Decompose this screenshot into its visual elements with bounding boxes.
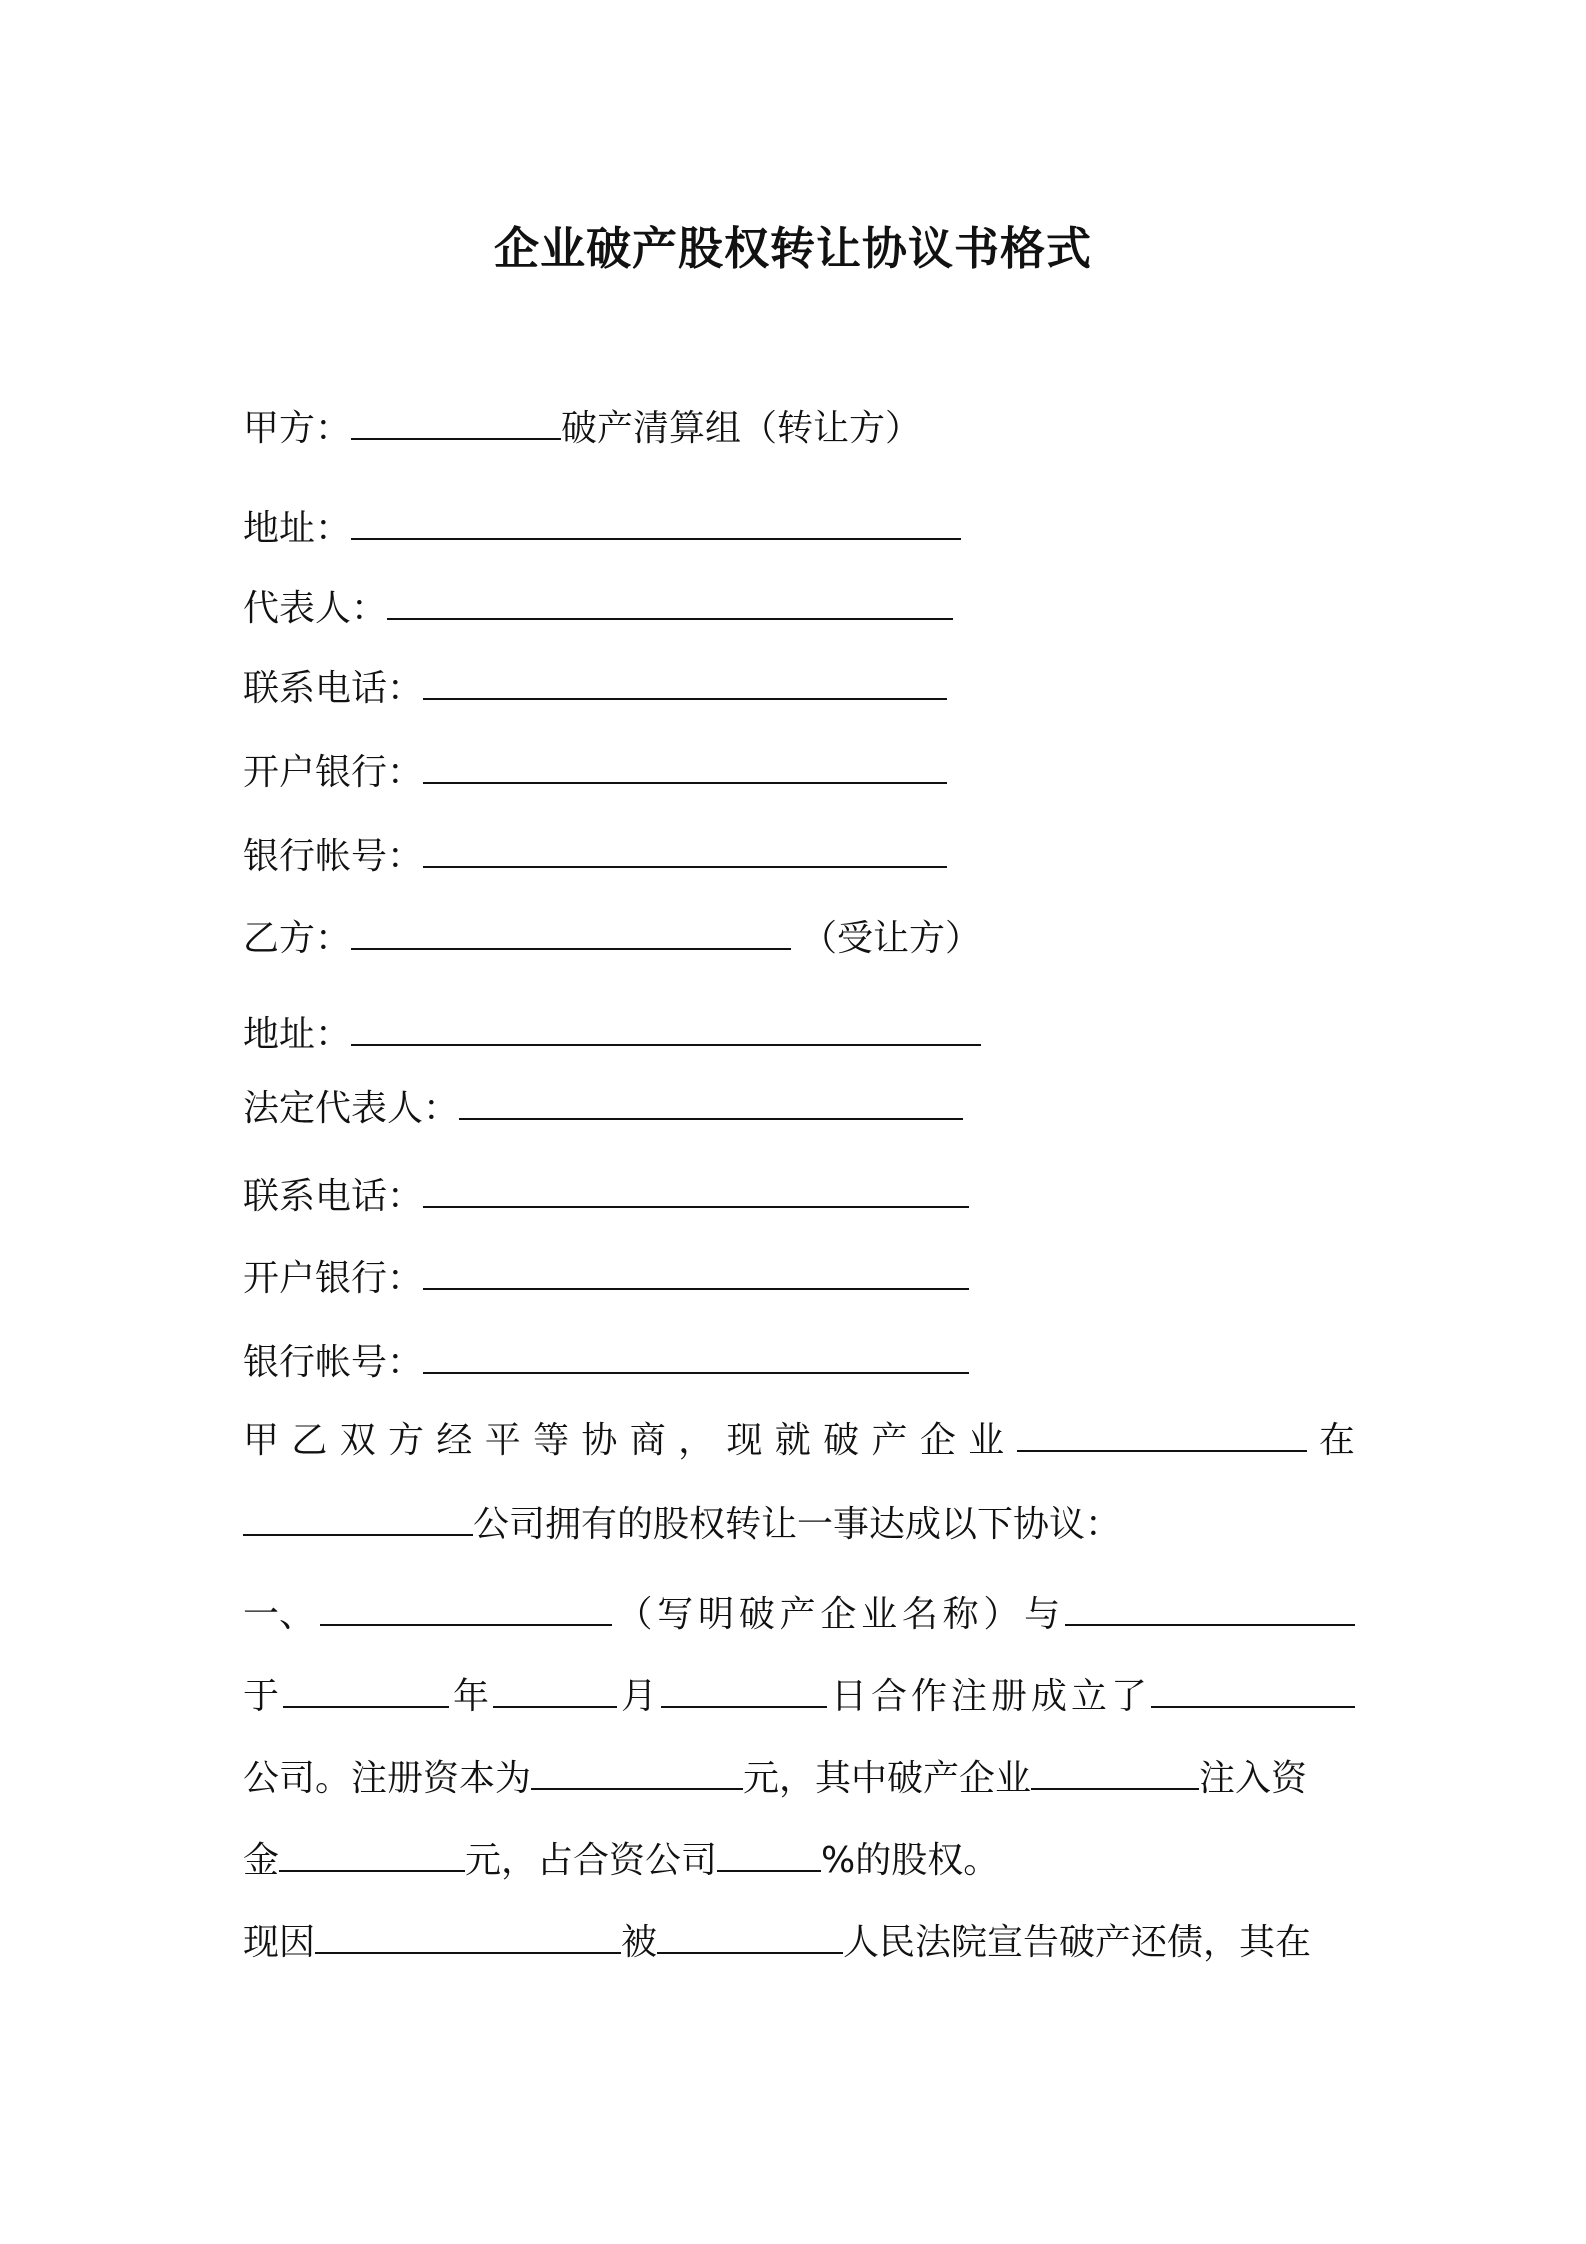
clause1-line-1: [243, 1590, 1355, 1640]
clause1-char: 写: [657, 1594, 694, 1635]
party-a-rep-blank: [387, 584, 953, 620]
clause1-line-2: [243, 1672, 1355, 1722]
share-percent-blank: [717, 1836, 821, 1872]
clause1-text: 现因: [243, 1922, 316, 1963]
clause1-char: 称: [942, 1594, 979, 1635]
party-a-suffix: 破产清算组（转让方）: [561, 408, 922, 449]
intro-char: 方: [388, 1420, 425, 1461]
clause1-text: 注入资: [1199, 1758, 1308, 1799]
jv-company-blank: [1151, 1672, 1355, 1708]
bankrupt-enterprise-blank: [1017, 1416, 1307, 1452]
intro-char: 等: [533, 1420, 570, 1461]
party-b-phone-line: [243, 1172, 969, 1222]
clause1-char: （: [616, 1594, 653, 1635]
clause1-char: 明: [698, 1594, 735, 1635]
clause1-char: 名: [901, 1594, 938, 1635]
party-b-bank-line: [243, 1254, 969, 1304]
enterprise-name-blank: [320, 1590, 612, 1626]
intro-char: 乙: [291, 1420, 328, 1461]
intro-line-2-text: 公司拥有的股权转让一事达成以下协议：: [473, 1504, 1122, 1545]
party-b-rep-label: 法定代表人：: [243, 1088, 460, 1129]
cause-blank: [315, 1918, 621, 1954]
party-b-address-blank: [351, 1010, 981, 1046]
clause1-char: 立: [1070, 1676, 1107, 1717]
clause1-text: 元，占合资公司: [465, 1840, 718, 1881]
intro-char: 业: [968, 1420, 1005, 1461]
party-a-name-blank: [351, 404, 561, 440]
intro-char: 企: [919, 1420, 956, 1461]
court-blank: [657, 1918, 843, 1954]
party-a-address-label: 地址：: [243, 508, 352, 549]
clause1-char: 成: [1030, 1676, 1067, 1717]
party-a-bank-line: [243, 748, 947, 798]
clause1-char: 册: [990, 1676, 1027, 1717]
intro-char: 平: [484, 1420, 521, 1461]
clause1-char: 于: [243, 1676, 280, 1717]
partner-name-blank: [1065, 1590, 1355, 1626]
intro-char: 协: [581, 1420, 618, 1461]
intro-char: 就: [774, 1420, 811, 1461]
capital-injected-blank: [279, 1836, 465, 1872]
clause1-text: 被: [621, 1922, 658, 1963]
clause1-char: 注: [950, 1676, 987, 1717]
party-b-rep-blank: [459, 1084, 963, 1120]
clause1-char: 破: [738, 1594, 775, 1635]
clause1-line-3: [243, 1754, 1307, 1804]
intro-char: 商: [629, 1420, 666, 1461]
year-blank: [283, 1672, 449, 1708]
party-b-bank-label: 开户银行：: [243, 1258, 424, 1299]
intro-char: 产: [871, 1420, 908, 1461]
intro-char: 在: [1318, 1420, 1355, 1461]
clause1-char: 产: [779, 1594, 816, 1635]
intro-line-1: [243, 1416, 1355, 1466]
intro-char: 现: [726, 1420, 763, 1461]
party-a-bank-blank: [423, 748, 947, 784]
enterprise-blank: [1031, 1754, 1199, 1790]
clause1-text: 人民法院宣告破产还债，其在: [843, 1922, 1312, 1963]
party-b-address-line: [243, 1010, 981, 1060]
clause1-char: 年: [452, 1676, 489, 1717]
party-b-phone-label: 联系电话：: [243, 1176, 424, 1217]
party-a-bank-label: 开户银行：: [243, 752, 424, 793]
party-b-label: 乙方：: [243, 918, 352, 959]
party-b-account-blank: [423, 1338, 969, 1374]
month-blank: [493, 1672, 617, 1708]
clause1-prefix: 一、: [243, 1594, 316, 1635]
party-b-line: [243, 914, 981, 964]
clause1-char: 企: [820, 1594, 857, 1635]
document-title: 企业破产股权转让协议书格式: [493, 222, 1092, 275]
party-b-name-blank: [351, 914, 791, 950]
party-b-account-line: [243, 1338, 969, 1388]
day-blank: [661, 1672, 827, 1708]
clause1-text: 公司。注册资本为: [243, 1758, 532, 1799]
party-a-phone-line: [243, 664, 947, 714]
party-a-phone-blank: [423, 664, 947, 700]
clause1-char: 业: [861, 1594, 898, 1635]
clause1-char: ）: [983, 1594, 1020, 1635]
registered-capital-blank: [531, 1754, 743, 1790]
party-a-rep-label: 代表人：: [243, 588, 388, 629]
party-b-suffix: （受让方）: [801, 918, 982, 959]
clause1-text: 元，其中破产企业: [743, 1758, 1032, 1799]
intro-char: 甲: [243, 1420, 280, 1461]
party-a-address-line: [243, 504, 961, 554]
clause1-text: 金: [243, 1840, 280, 1881]
clause1-char: 月: [620, 1676, 657, 1717]
intro-line-2: [243, 1500, 1121, 1550]
clause1-char: 与: [1024, 1594, 1061, 1635]
party-a-phone-label: 联系电话：: [243, 668, 424, 709]
clause1-char: 作: [910, 1676, 947, 1717]
clause1-char: 了: [1110, 1676, 1147, 1717]
party-b-rep-line: [243, 1084, 963, 1134]
party-a-rep-line: [243, 584, 953, 634]
party-a-account-line: [243, 832, 947, 882]
party-b-account-label: 银行帐号：: [243, 1342, 424, 1383]
party-a-account-label: 银行帐号：: [243, 836, 424, 877]
party-b-address-label: 地址：: [243, 1014, 352, 1055]
clause1-char: 日: [830, 1676, 867, 1717]
party-a-label: 甲方：: [243, 408, 352, 449]
party-b-phone-blank: [423, 1172, 969, 1208]
party-a-address-blank: [351, 504, 961, 540]
company-name-blank: [243, 1500, 473, 1536]
intro-char: 破: [823, 1420, 860, 1461]
clause1-char: 合: [870, 1676, 907, 1717]
intro-char: ，: [678, 1420, 715, 1461]
clause1-line-4: [243, 1836, 999, 1886]
clause1-text: %的股权。: [821, 1840, 1000, 1881]
party-b-bank-blank: [423, 1254, 969, 1290]
party-a-account-blank: [423, 832, 947, 868]
intro-char: 经: [436, 1420, 473, 1461]
clause1-line-5: [243, 1918, 1311, 1968]
intro-char: 双: [339, 1420, 376, 1461]
party-a-line: [243, 404, 921, 454]
